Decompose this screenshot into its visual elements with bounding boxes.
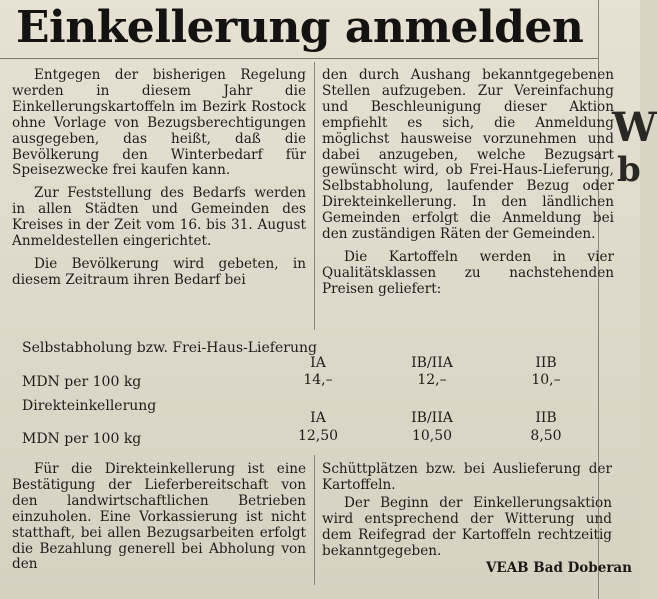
article-headline: Einkellerung anmelden [16, 2, 584, 53]
paragraph: Zur Feststellung des Bedarfs werden in allen Städten und Gemeinden des Kreises in der Zeit vom 16. bis 31. August Anmeldestellen eingerichtet. [12, 185, 306, 250]
column-right [322, 68, 614, 298]
price-value: 10,– [531, 372, 561, 388]
neighbor-headline-fragment: W [612, 104, 657, 151]
paragraph: Die Kartoffeln werden in vier Qualitätsklassen zu nachstehenden Preisen geliefert: [322, 248, 614, 297]
paragraph: Der Beginn der Einkellerungsaktion wird entsprechend der Witterung und dem Reifegrad der Kartoffeln rechtzeitig bekanntgegeben. [322, 494, 612, 559]
paragraph: Die Bevölkerung wird gebeten, in diesem Zeitraum ihren Bedarf bei [12, 255, 306, 288]
unit-label: MDN per 100 kg [22, 431, 142, 447]
column-right-bottom [322, 462, 612, 559]
column-divider-bottom [314, 455, 315, 585]
section-label: Direkteinkellerung [22, 398, 157, 414]
signature: VEAB Bad Doberan [485, 560, 632, 576]
paragraph: Schüttplätzen bzw. bei Auslieferung der Kartoffeln. [322, 461, 612, 493]
neighbor-headline-fragment-2: b [617, 150, 641, 190]
class-label: IA [310, 410, 326, 426]
price-value: 12,50 [297, 428, 339, 444]
class-label: IA [310, 355, 326, 371]
class-label: IIB [535, 410, 557, 426]
headline-rule [0, 58, 598, 59]
class-label: IIB [535, 355, 557, 371]
price-value: 10,50 [411, 428, 453, 444]
class-label: IB/IIA [411, 355, 453, 371]
column-divider [314, 62, 315, 330]
column-left [12, 68, 306, 289]
price-value: 12,– [417, 372, 447, 388]
class-label: IB/IIA [411, 410, 453, 426]
paragraph: Für die Direkteinkellerung ist eine Bestätigung der Lieferbereitschaft von den landwirtschaftlichen Betrieben einzuholen. Eine Vorkassierung ist nicht statthaft, bei allen Bezugsarbeiten erfolgt die Bezahlung generell bei Abholung von den [12, 461, 306, 573]
paragraph: den durch Aushang bekanntgegebenen Stellen aufzugeben. Zur Vereinfachung und Beschleunigung dieser Aktion empfiehlt es sich, die Anmeldung möglichst hausweise vorzunehmen und dabei anzugeben, welche Bezugsart gewünscht wird, ob Frei-Haus-Lieferung, Selbstabholung, laufender Bezug oder Direkteinkellerung. In den ländlichen Gemeinden erfolgt die Anmeldung bei den zuständigen Räten der Gemeinden. [322, 67, 614, 243]
paragraph: Entgegen der bisherigen Regelung werden in diesem Jahr die Einkellerungskartoffeln im Bezirk Rostock ohne Vorlage von Bezugsberechtigungen ausgegeben, das heißt, daß die Bevölkerung den Winterbedarf für Speisezwecke frei kaufen kann. [12, 67, 306, 179]
price-value: 8,50 [530, 428, 562, 444]
column-left-bottom [12, 462, 306, 573]
price-value: 14,– [303, 372, 333, 388]
unit-label: MDN per 100 kg [22, 374, 142, 390]
section-label: Selbstabholung bzw. Frei-Haus-Lieferung [22, 340, 317, 356]
